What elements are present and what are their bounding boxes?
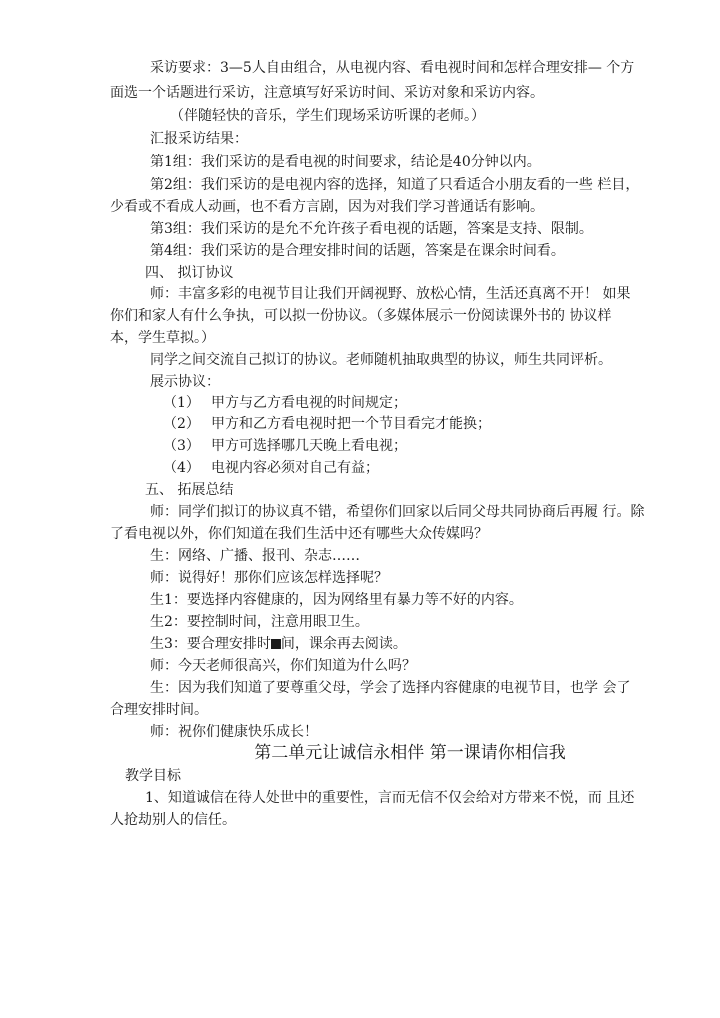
agreement-item (0, 436, 720, 456)
agreement-item-text: 甲方与乙方看电视的时间规定； (211, 395, 407, 411)
paragraph-group3: 第3组：我们采访的是允不允许孩子看电视的话题，答案是支持、限制。 (150, 221, 593, 237)
paragraph-group2: 第2组：我们采访的是电视内容的选择，知道了只看适合小朋友看的一些 栏目， (150, 177, 640, 193)
black-square-icon (271, 639, 281, 649)
paragraph-interview-requirement-cont: 面选一个话题进行采访，注意填写好采访时间、采访对象和采访内容。 (110, 85, 544, 101)
paragraph-student-answer: 生：因为我们知道了要尊重父母，学会了选择内容健康的电视节目，也学 会了 (150, 680, 631, 696)
section-title: 第二单元让诚信永相伴 第一课请你相信我 (254, 743, 566, 763)
student3-text-start: 生3：要合理安排时 (150, 636, 271, 652)
paragraph-report-heading: 汇报采访结果： (150, 131, 248, 147)
paragraph-student-answer-cont: 合理安排时间。 (110, 702, 208, 718)
section-heading-draft-agreement: 四、 拟订协议 (145, 265, 234, 281)
paragraph-exchange: 同学之间交流自己拟订的协议。老师随机抽取典型的协议，师生共同评析。 (150, 352, 612, 368)
paragraph-teacher-tv-cont: 你们和家人有什么争执，可以拟一份协议。（多媒体展示一份阅读课外书的 协议样 (110, 308, 612, 324)
paragraph-teacher-tv-end: 本，学生草拟。） (110, 330, 215, 346)
paragraph-teacher-happy: 师：今天老师很高兴，你们知道为什么吗？ (150, 658, 416, 674)
paragraph-teacher-praise: 师：同学们拟订的协议真不错，希望你们回家以后同父母共同协商后再履 行。除 (150, 504, 645, 520)
agreement-item-text: 甲方和乙方看电视时把一个节目看完才能换； (211, 416, 491, 432)
paragraph-group2-cont: 少看或不看成人动画，也不看方言剧，因为对我们学习普通话有影响。 (110, 199, 544, 215)
paragraph-group1: 第1组：我们采访的是看电视的时间要求，结论是40分钟以内。 (150, 154, 541, 170)
paragraph-teacher-question: 师：说得好！那你们应该怎样选择呢？ (150, 570, 388, 586)
agreement-item-number: （3） (163, 438, 200, 454)
paragraph-teacher-wish: 师：祝你们健康快乐成长！ (150, 724, 318, 740)
paragraph-student1: 生1：要选择内容健康的，因为网络里有暴力等不好的内容。 (150, 592, 523, 608)
paragraph-teacher-praise-cont: 了看电视以外，你们知道在我们生活中还有哪些大众传媒吗？ (110, 526, 488, 542)
section-heading-summary: 五、 拓展总结 (145, 482, 234, 498)
objectives-heading: 教学目标 (125, 768, 181, 784)
agreement-item (0, 458, 720, 478)
student3-text-end: 间，课余再去阅读。 (280, 636, 407, 652)
agreement-item (0, 414, 720, 434)
paragraph-music-note: （伴随轻快的音乐，学生们现场采访听课的老师。） (170, 108, 485, 124)
agreement-item-text: 甲方可选择哪几天晚上看电视； (211, 438, 407, 454)
objective-1: 1、知道诚信在待人处世中的重要性，言而无信不仅会给对方带来不悦，而 且还 (145, 790, 635, 806)
paragraph-student3 (0, 634, 720, 654)
agreement-item (0, 393, 720, 413)
agreement-item-number: （4） (163, 460, 200, 476)
paragraph-interview-requirement: 采访要求：3—5人自由组合，从电视内容、看电视时间和怎样合理安排— 个方 (150, 60, 635, 76)
paragraph-teacher-tv: 师：丰富多彩的电视节目让我们开阔视野、放松心情，生活还真离不开！ 如果 (150, 286, 631, 302)
agreement-item-text: 电视内容必须对自己有益； (211, 460, 379, 476)
paragraph-show-agreement: 展示协议： (150, 374, 220, 390)
agreement-item-number: （2） (163, 416, 200, 432)
paragraph-student-media: 生：网络、广播、报刊、杂志…… (150, 548, 360, 564)
paragraph-group4: 第4组：我们采访的是合理安排时间的话题，答案是在课余时间看。 (150, 243, 565, 259)
objective-1-cont: 人抢劫别人的信任。 (110, 812, 236, 828)
paragraph-student2: 生2：要控制时间，注意用眼卫生。 (150, 614, 369, 630)
agreement-item-number: （1） (163, 395, 200, 411)
